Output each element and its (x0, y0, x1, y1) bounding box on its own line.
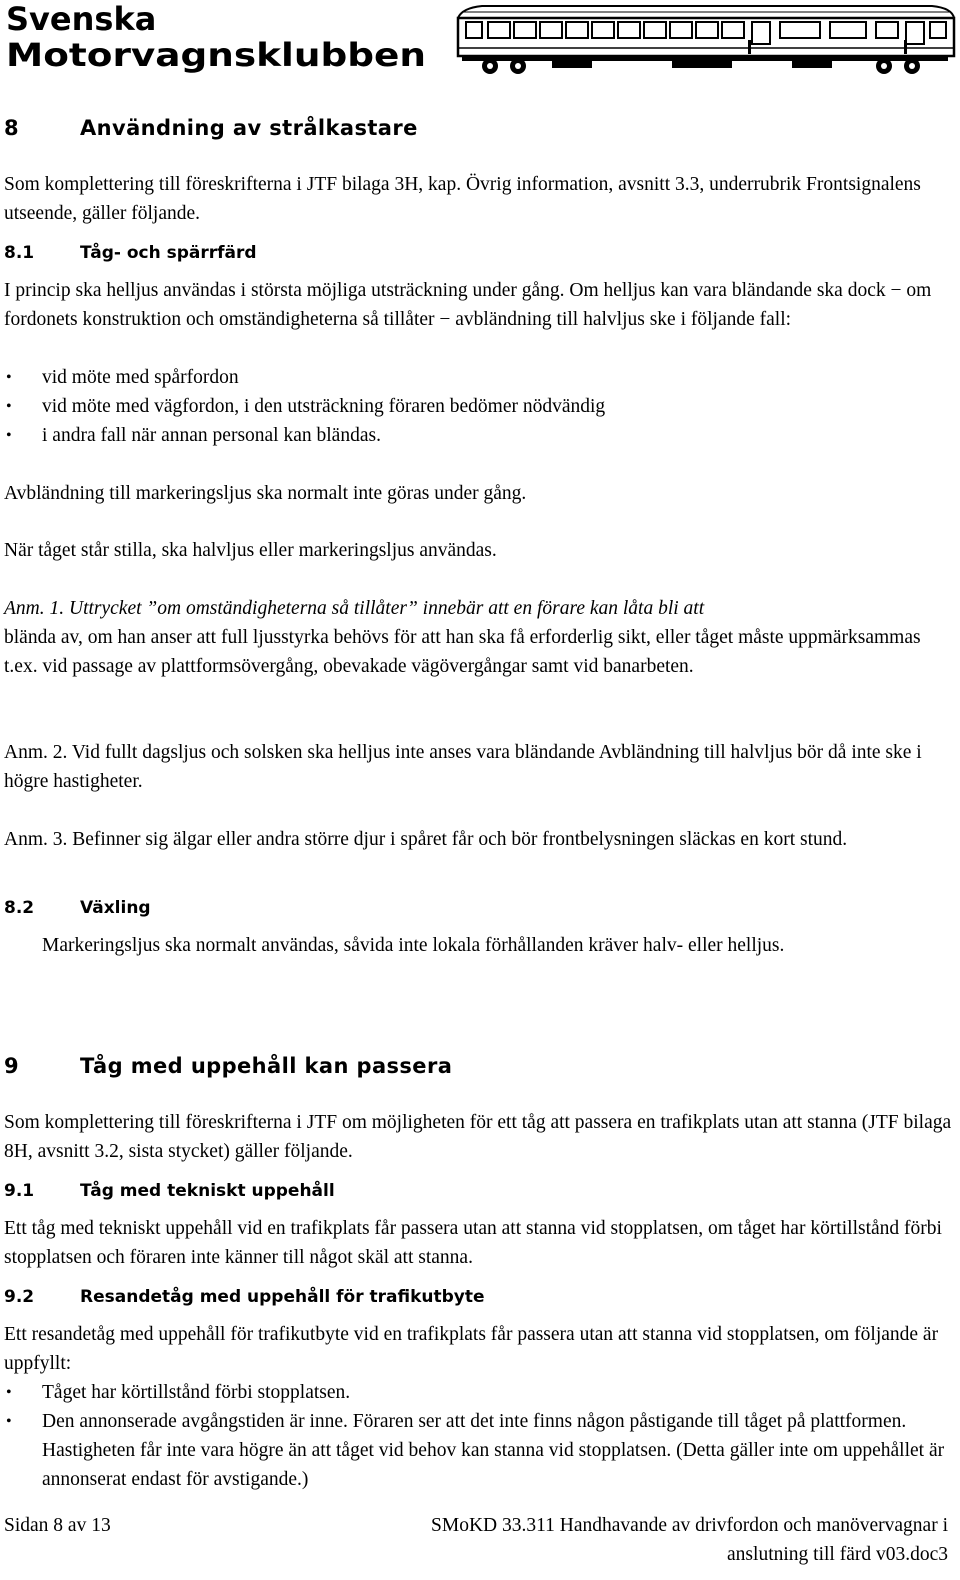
section-number: 9 (4, 1054, 20, 1078)
section-8-heading (4, 116, 418, 140)
note-anm-1-italic: Anm. 1. Uttrycket ”om omständigheterna så tillåter” innebär att en förare kan låta bli att (4, 598, 705, 619)
subsection-title: Tåg med tekniskt uppehåll (80, 1181, 335, 1201)
subsection-8-2-heading (4, 898, 151, 918)
document-reference-line1: SMoKD 33.311 Handhavande av drivfordon och manövervagnar i (431, 1515, 948, 1536)
note-anm-1-text: blända av, om han anser att full ljusstyrka behövs för att han ska få erforderlig sikt, eller tåget måste uppmärksammas t.ex. vid passage av plattformsövergång, obevakade vägövergångar samt vid banarbeten. (4, 627, 921, 677)
logo-line1: Svenska (6, 0, 157, 38)
list-item: • vid möte med spårfordon (4, 363, 956, 392)
bullet-list-villkor (4, 1378, 956, 1494)
subsection-8-1-heading (4, 243, 257, 263)
subsection-9-1-heading (4, 1181, 335, 1201)
list-item: • i andra fall när annan personal kan bländas. (4, 421, 956, 450)
section-9-heading (4, 1054, 452, 1078)
list-item: • Tåget har körtillstånd förbi stopplatsen. (4, 1378, 956, 1407)
paragraph-resandetag: Ett resandetåg med uppehåll för trafikutbyte vid en trafikplats får passera utan att stanna vid stopplatsen, om följande är uppfyllt: (4, 1324, 939, 1374)
paragraph-stilla: När tåget står stilla, ska halvljus eller markeringsljus användas. (4, 540, 497, 561)
railcar-illustration (452, 0, 958, 76)
bullet-list-avblandning (4, 363, 956, 450)
note-anm-2: Anm. 2. Vid fullt dagsljus och solsken ska helljus inte anses vara bländande Avbländning till halvljus bör då inte ske i högre hastigheter. (4, 742, 922, 792)
section-title: Tåg med uppehåll kan passera (80, 1054, 453, 1078)
subsection-number: 8.1 (4, 243, 35, 263)
subsection-title: Växling (80, 898, 151, 918)
page-number: Sidan 8 av 13 (4, 1515, 111, 1536)
logo-line2: Motorvagnsklubben (6, 36, 426, 74)
subsection-number: 8.2 (4, 898, 35, 918)
list-item: • Den annonserade avgångstiden är inne. Föraren ser att det inte finns någon påstigande till tåget på plattformen. Hastigheten får inte vara högre än att tåget vid behov kan stanna vid stopplatsen. (Detta gäller inte om uppehållet är annonserat endast för avstigande.) (4, 1407, 956, 1494)
paragraph-helljus: I princip ska helljus användas i största möjliga utsträckning under gång. Om helljus kan vara bländande ska dock − om fordonets konstruktion och omständigheterna så tillåter − avbländning till halvljus ske i följande fall: (4, 280, 932, 330)
subsection-title: Tåg- och spärrfärd (80, 243, 257, 263)
club-logo (4, 0, 444, 76)
subsection-title: Resandetåg med uppehåll för trafikutbyte (80, 1287, 485, 1307)
list-item: • vid möte med vägfordon, i den utsträckning föraren bedömer nödvändig (4, 392, 956, 421)
section-8-intro: Som komplettering till föreskrifterna i JTF bilaga 3H, kap. Övrig information, avsnitt 3.3, underrubrik Frontsignalens utseende, gäller följande. (4, 174, 921, 224)
paragraph-markeringsljus: Avbländning till markeringsljus ska normalt inte göras under gång. (4, 483, 527, 504)
note-anm-3: Anm. 3. Befinner sig älgar eller andra större djur i spåret får och bör frontbelysningen släckas en kort stund. (4, 829, 848, 850)
section-9-intro: Som komplettering till föreskrifterna i JTF om möjligheten för ett tåg att passera en trafikplats utan att stanna (JTF bilaga 8H, avsnitt 3.2, sista stycket) gäller följande. (4, 1112, 952, 1162)
subsection-9-2-heading (4, 1287, 485, 1307)
section-number: 8 (4, 116, 20, 140)
note-anm-1 (4, 594, 956, 681)
document-reference-line2: anslutning till färd v03.doc3 (727, 1544, 948, 1565)
section-title: Användning av strålkastare (80, 116, 418, 140)
subsection-number: 9.1 (4, 1181, 35, 1201)
document-reference (431, 1511, 948, 1569)
paragraph-vaxling: Markeringsljus ska normalt användas, såvida inte lokala förhållanden kräver halv- eller helljus. (42, 935, 785, 956)
paragraph-tekniskt-uppehall: Ett tåg med tekniskt uppehåll vid en trafikplats får passera utan att stanna vid stopplatsen, om tåget har körtillstånd förbi stopplatsen och föraren inte känner till något skäl att stanna. (4, 1218, 942, 1268)
subsection-number: 9.2 (4, 1287, 35, 1307)
